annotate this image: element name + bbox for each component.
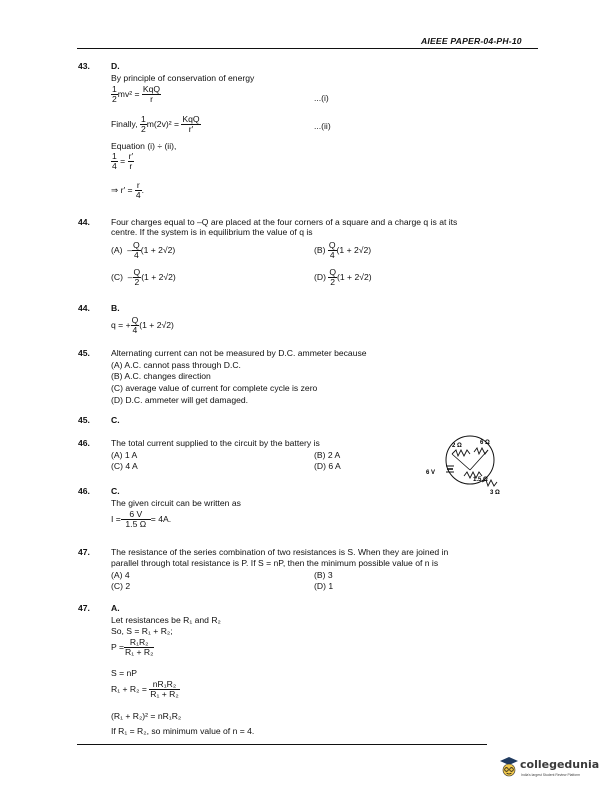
collegedunia-logo	[500, 756, 600, 786]
q45-number: 45.	[78, 348, 90, 358]
circuit-r3-label: 1.5 Ω	[473, 477, 488, 483]
a46-text: The given circuit can be written as	[111, 498, 241, 508]
q43-eq1-den: r	[150, 94, 153, 105]
q44-opt-a-label: (A)	[111, 245, 123, 256]
q43-eq2-num: KqQ	[182, 114, 200, 124]
q47-option-c: (C) 2	[111, 581, 131, 591]
a47-line2: So, S = R₁ + R₂;	[111, 626, 173, 636]
a47-e-num: nR₁R₂	[149, 680, 179, 690]
q44-opt-a-num: Q	[133, 240, 140, 250]
q45-text: Alternating current can not be measured by D.C. ammeter because	[111, 348, 367, 358]
q45-option-c: (C) average value of current for complete cycle is zero	[111, 383, 318, 393]
a47-line4: S = nP	[111, 668, 138, 678]
q43-line1: By principle of conservation of energy	[111, 73, 255, 83]
q43-result-den: 4	[135, 190, 141, 201]
q43-divide-line: Equation (i) ÷ (ii),	[111, 141, 177, 151]
q43-number: 43.	[78, 61, 90, 71]
circuit-battery-label: 6 V	[426, 470, 436, 476]
q47-option-b: (B) 3	[314, 570, 333, 580]
q43-ratio-lhs-num: 1	[112, 151, 117, 161]
circuit-r4-label: 3 Ω	[490, 490, 500, 496]
a46-answer: C.	[111, 486, 120, 496]
q44-opt-b-label: (B)	[314, 245, 326, 256]
a46-lhs: I =	[111, 514, 121, 525]
q44-opt-a-sign: –	[127, 245, 133, 256]
q43-eq1-num: KqQ	[142, 84, 161, 94]
q44-text1: Four charges equal to –Q are placed at the four corners of a square and a charge q is at its	[111, 217, 458, 227]
q44-opt-b-tail: (1 + 2√2)	[336, 245, 372, 256]
a44-den: 4	[132, 325, 138, 336]
footer-rule	[77, 744, 487, 745]
q44-number: 44.	[78, 217, 90, 227]
a46-num: 6 V	[121, 510, 151, 520]
q44-opt-d-num: Q	[329, 267, 337, 277]
q47-option-a: (A) 4	[111, 570, 130, 580]
q45-option-b: (B) A.C. changes direction	[111, 371, 211, 381]
a47-p-den: R₁ + R₂	[124, 647, 154, 658]
q46-number: 46.	[78, 438, 90, 448]
a47-p-num: R₁R₂	[124, 638, 154, 648]
a45-number: 45.	[78, 415, 90, 425]
a47-line1: Let resistances be R₁ and R₂	[111, 615, 221, 625]
q44-opt-d-label: (D)	[314, 272, 326, 283]
circuit-r1-label: 2 Ω	[452, 443, 462, 449]
a47-p-lhs: P =	[111, 642, 124, 653]
q43-eq2-mid: m(2v)² =	[146, 119, 179, 130]
q47-number: 47.	[78, 547, 90, 557]
q44-opt-c-den: 2	[134, 277, 140, 288]
a45-answer: C.	[111, 415, 120, 425]
q43-eq2-tag: ...(ii)	[314, 121, 331, 131]
q43-eq1: $\frac{1}{2}$ mv² = $\frac{\text{KqQ}}{r}$	[112, 84, 161, 105]
q44-option-a	[111, 241, 175, 260]
page-header-title: AIEEE PAPER-04-PH-10	[421, 36, 522, 46]
q46-option-c: (C) 4 A	[111, 461, 138, 471]
q43-ratio	[111, 152, 134, 171]
resistor-2-ohm	[452, 450, 470, 456]
q43-result	[111, 181, 144, 200]
a44-tail: (1 + 2√2)	[139, 320, 174, 331]
q44-opt-b-num: Q	[328, 240, 336, 250]
q46-option-a: (A) 1 A	[111, 450, 138, 460]
q43-eq2: Finally, $\frac{1}{2}$ m(2v)² = $\frac{\text{KqQ}}{r'}$	[111, 114, 200, 135]
q44-opt-d-den: 2	[330, 277, 336, 288]
a44-num: Q	[131, 315, 139, 325]
q45-option-a: (A) A.C. cannot pass through D.C.	[111, 360, 241, 370]
q44-option-b	[314, 241, 371, 260]
logo-brand-text: collegedunia	[520, 758, 600, 771]
q44-opt-c-label: (C)	[111, 272, 123, 283]
q43-eq2-den: r′	[188, 124, 194, 135]
a44-number: 44.	[78, 303, 90, 313]
q44-option-c	[111, 268, 176, 287]
q44-opt-c-num: Q	[133, 267, 141, 277]
resistor-6-ohm	[474, 448, 488, 454]
q44-opt-c-tail: (1 + 2√2)	[141, 272, 176, 283]
q43-result-num: r	[136, 180, 140, 190]
header-rule	[77, 48, 538, 49]
q44-option-d	[314, 268, 372, 287]
a47-p-equation	[111, 638, 154, 657]
q47-text1: The resistance of the series combination of two resistances is S. When they are joined in	[111, 547, 449, 557]
q44-opt-d-tail: (1 + 2√2)	[337, 272, 372, 283]
q44-text2: centre. If the system is in equilibrium the value of q is	[111, 227, 313, 237]
a47-number: 47.	[78, 603, 90, 613]
q44-opt-a-den: 4	[133, 250, 139, 261]
q43-ratio-lhs-den: 4	[112, 161, 117, 172]
a44-answer: B.	[111, 303, 120, 313]
q43-answer: D.	[111, 61, 120, 71]
logo-mascot-icon	[500, 757, 518, 779]
wire-diagonal-1	[452, 454, 470, 470]
a44-lhs: q = +	[111, 320, 131, 331]
q44-opt-a-tail: (1 + 2√2)	[140, 245, 176, 256]
a46-rhs: = 4A.	[150, 514, 172, 525]
q43-result-prefix: ⇒ r′ =	[111, 185, 133, 196]
a47-e-den: R₁ + R₂	[150, 689, 179, 700]
a46-den: 1.5 Ω	[125, 519, 147, 530]
q44-opt-b-den: 4	[329, 250, 335, 261]
q46-option-b: (B) 2 A	[314, 450, 341, 460]
a47-line7: If R₁ = R₂, so minimum value of n = 4.	[111, 726, 255, 736]
a46-equation	[111, 510, 171, 529]
q43-finally: Finally,	[111, 119, 138, 130]
q43-ratio-eq: =	[120, 156, 126, 167]
q47-option-d: (D) 1	[314, 581, 334, 591]
q43-ratio-rhs-num: r′	[128, 151, 134, 161]
q43-eq1-tag: ...(i)	[314, 93, 329, 103]
a47-e-equation	[111, 680, 180, 699]
a47-line6: (R₁ + R₂)² = nR₁R₂	[111, 711, 182, 721]
q46-text: The total current supplied to the circuit by the battery is	[111, 438, 320, 448]
q45-option-d: (D) D.C. ammeter will get damaged.	[111, 395, 249, 405]
a47-answer: A.	[111, 603, 120, 613]
circuit-r2-label: 6 Ω	[480, 440, 490, 446]
q47-text2: parallel through total resistance is P. If S = nP, then the minimum possible value of n is	[111, 558, 439, 568]
a44-equation	[111, 316, 174, 335]
logo-tagline: India's largest Student Review Platform	[521, 773, 581, 777]
q43-ratio-rhs-den: r	[129, 161, 133, 172]
q43-eq1-tail: mv² =	[117, 89, 140, 100]
q43-result-suffix: .	[141, 185, 145, 196]
q44-opt-c-sign: –	[127, 272, 133, 283]
a47-e-lhs: R₁ + R₂ =	[111, 684, 147, 695]
a46-number: 46.	[78, 486, 90, 496]
q46-circuit-diagram	[424, 430, 536, 498]
q46-option-d: (D) 6 A	[314, 461, 341, 471]
